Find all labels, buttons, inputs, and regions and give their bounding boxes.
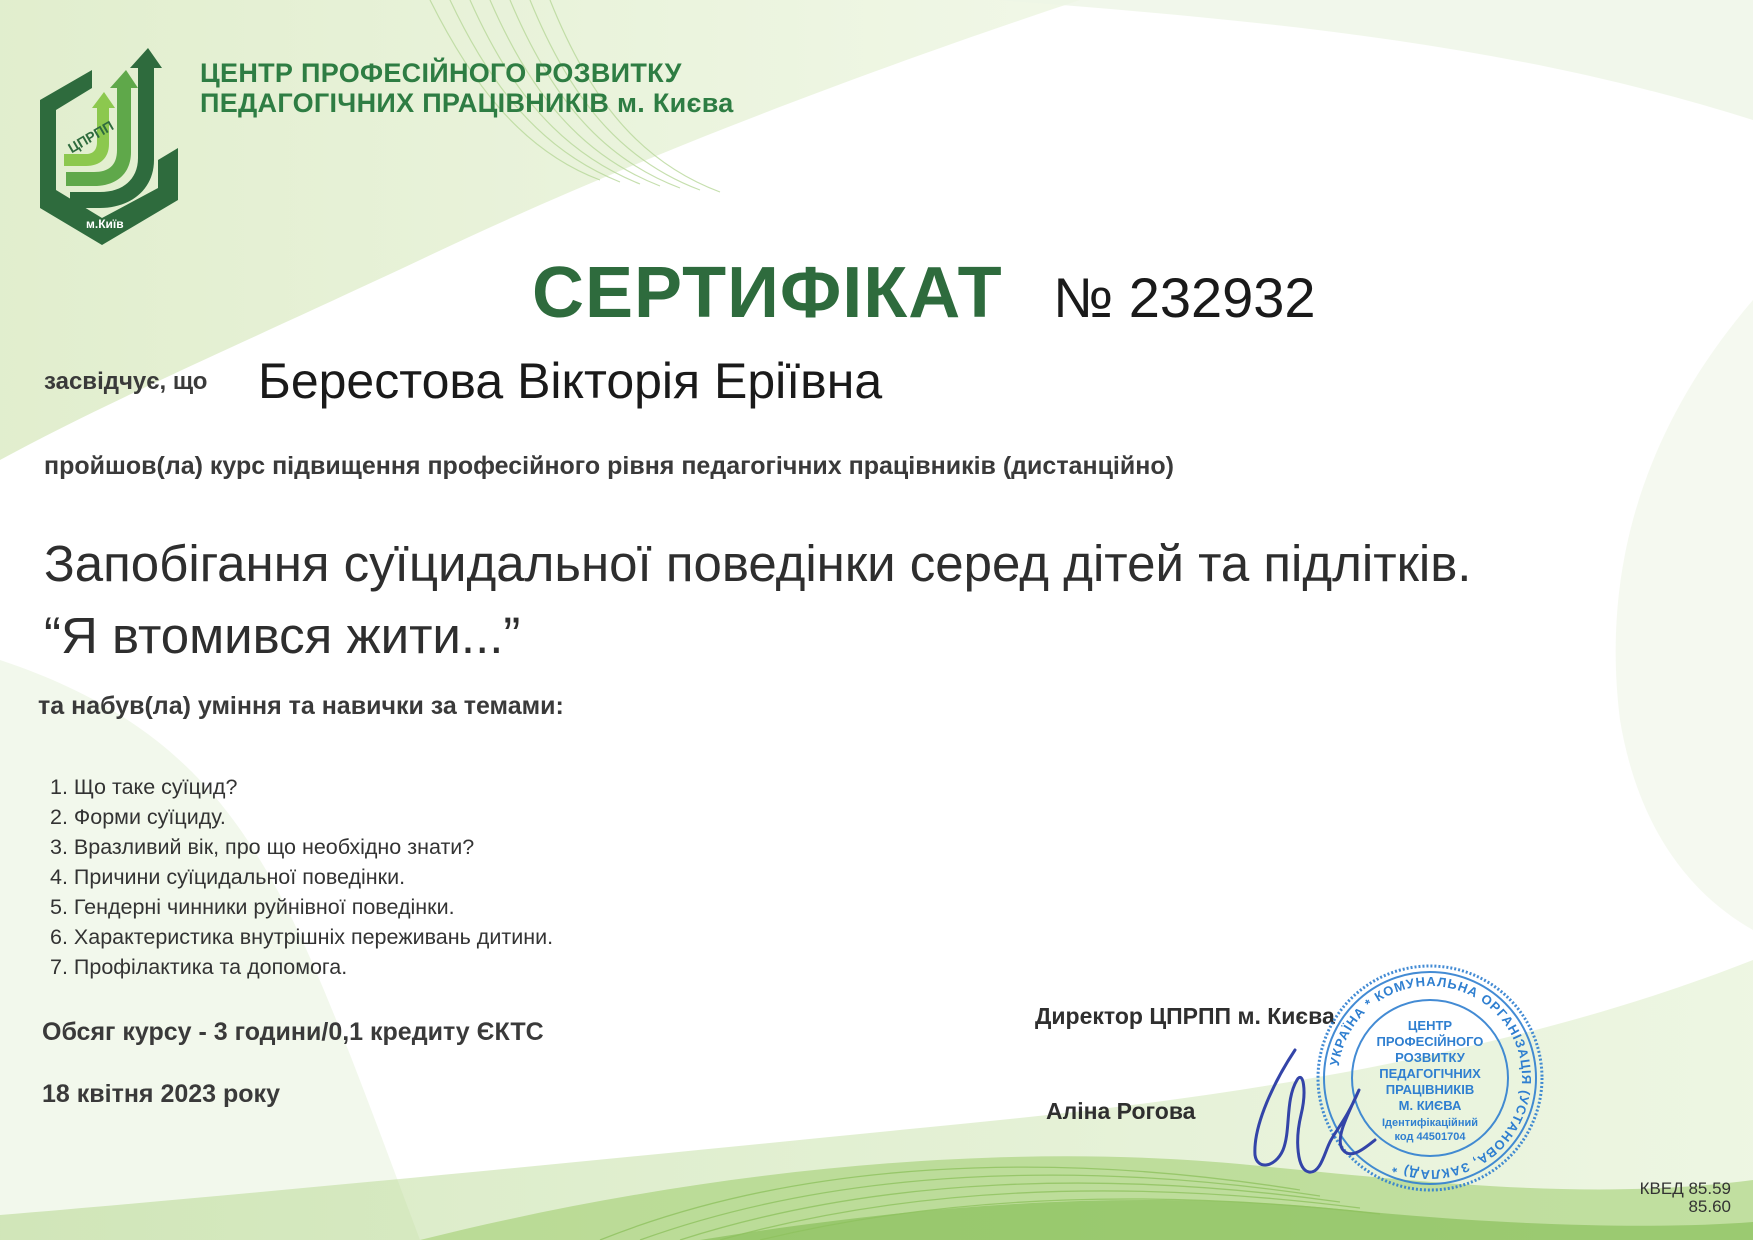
logo-text: ЦПРПП xyxy=(65,117,117,157)
seal-line: РОЗВИТКУ xyxy=(1395,1050,1465,1065)
director-name: Аліна Рогова xyxy=(1046,1098,1196,1124)
course-volume: Обсяг курсу - 3 години/0,1 кредиту ЄКТС xyxy=(42,1018,544,1046)
seal-outer-text: УКРАЇНА * КОМУНАЛЬНА ОРГАНІЗАЦІЯ (УСТАНОВА, ЗАКЛАД) * xyxy=(1326,973,1535,1183)
certificate-title: СЕРТИФІКАТ xyxy=(532,253,1003,333)
seal-line: ЦЕНТР xyxy=(1407,1018,1453,1033)
course-title-line1: Запобігання суїцидальної поведінки серед дітей та підлітків. xyxy=(44,535,1472,592)
certificate-number: № 232932 xyxy=(1053,266,1316,329)
certifies-label: засвідчує, що xyxy=(44,368,208,395)
seal-line: ПРАЦІВНИКІВ xyxy=(1385,1082,1475,1097)
topic-item: 4. Причини суїцидальної поведінки. xyxy=(50,865,406,889)
seal-line: ПЕДАГОГІЧНИХ xyxy=(1379,1066,1481,1081)
topic-item: 3. Вразливий вік, про що необхідно знати? xyxy=(50,835,475,859)
seal-line: М. КИЄВА xyxy=(1398,1098,1462,1113)
issue-date: 18 квітня 2023 року xyxy=(42,1080,280,1108)
recipient-name: Берестова Вікторія Еріївна xyxy=(258,353,883,409)
course-title xyxy=(44,528,1471,672)
kved-line1: КВЕД 85.59 xyxy=(1639,1179,1731,1198)
course-intro: пройшов(ла) курс підвищення професійного рівня педагогічних працівників (дистанційно) xyxy=(44,452,1174,480)
topic-item: 1. Що таке суїцид? xyxy=(50,775,238,799)
seal-line: ПРОФЕСІЙНОГО xyxy=(1376,1034,1484,1049)
skills-intro: та набув(ла) уміння та навички за темами: xyxy=(38,692,564,720)
organization-logo xyxy=(30,40,190,250)
topic-item: 2. Форми суїциду. xyxy=(50,805,226,829)
kved-codes xyxy=(1640,1180,1731,1216)
organization-name xyxy=(200,58,734,118)
director-signature xyxy=(1235,1030,1395,1180)
topic-item: 7. Профілактика та допомога. xyxy=(50,955,348,979)
topic-item: 5. Гендерні чинники руйнівної поведінки. xyxy=(50,895,455,919)
topics-list xyxy=(50,772,553,982)
organization-name-line1: ЦЕНТР ПРОФЕСІЙНОГО РОЗВИТКУ xyxy=(200,58,682,88)
topic-item: 6. Характеристика внутрішніх переживань дитини. xyxy=(50,925,554,949)
course-title-line2: “Я втомився жити...” xyxy=(44,607,521,664)
logo-city: м.Київ xyxy=(86,217,124,231)
organization-name-line2: ПЕДАГОГІЧНИХ ПРАЦІВНИКІВ м. Києва xyxy=(200,88,734,118)
seal-line: код 44501704 xyxy=(1394,1131,1466,1143)
kved-line2: 85.60 xyxy=(1688,1197,1731,1216)
certificate-header xyxy=(532,252,1316,334)
seal-line: Ідентифікаційний xyxy=(1381,1117,1479,1129)
director-title: Директор ЦПРПП м. Києва xyxy=(1035,1003,1335,1029)
